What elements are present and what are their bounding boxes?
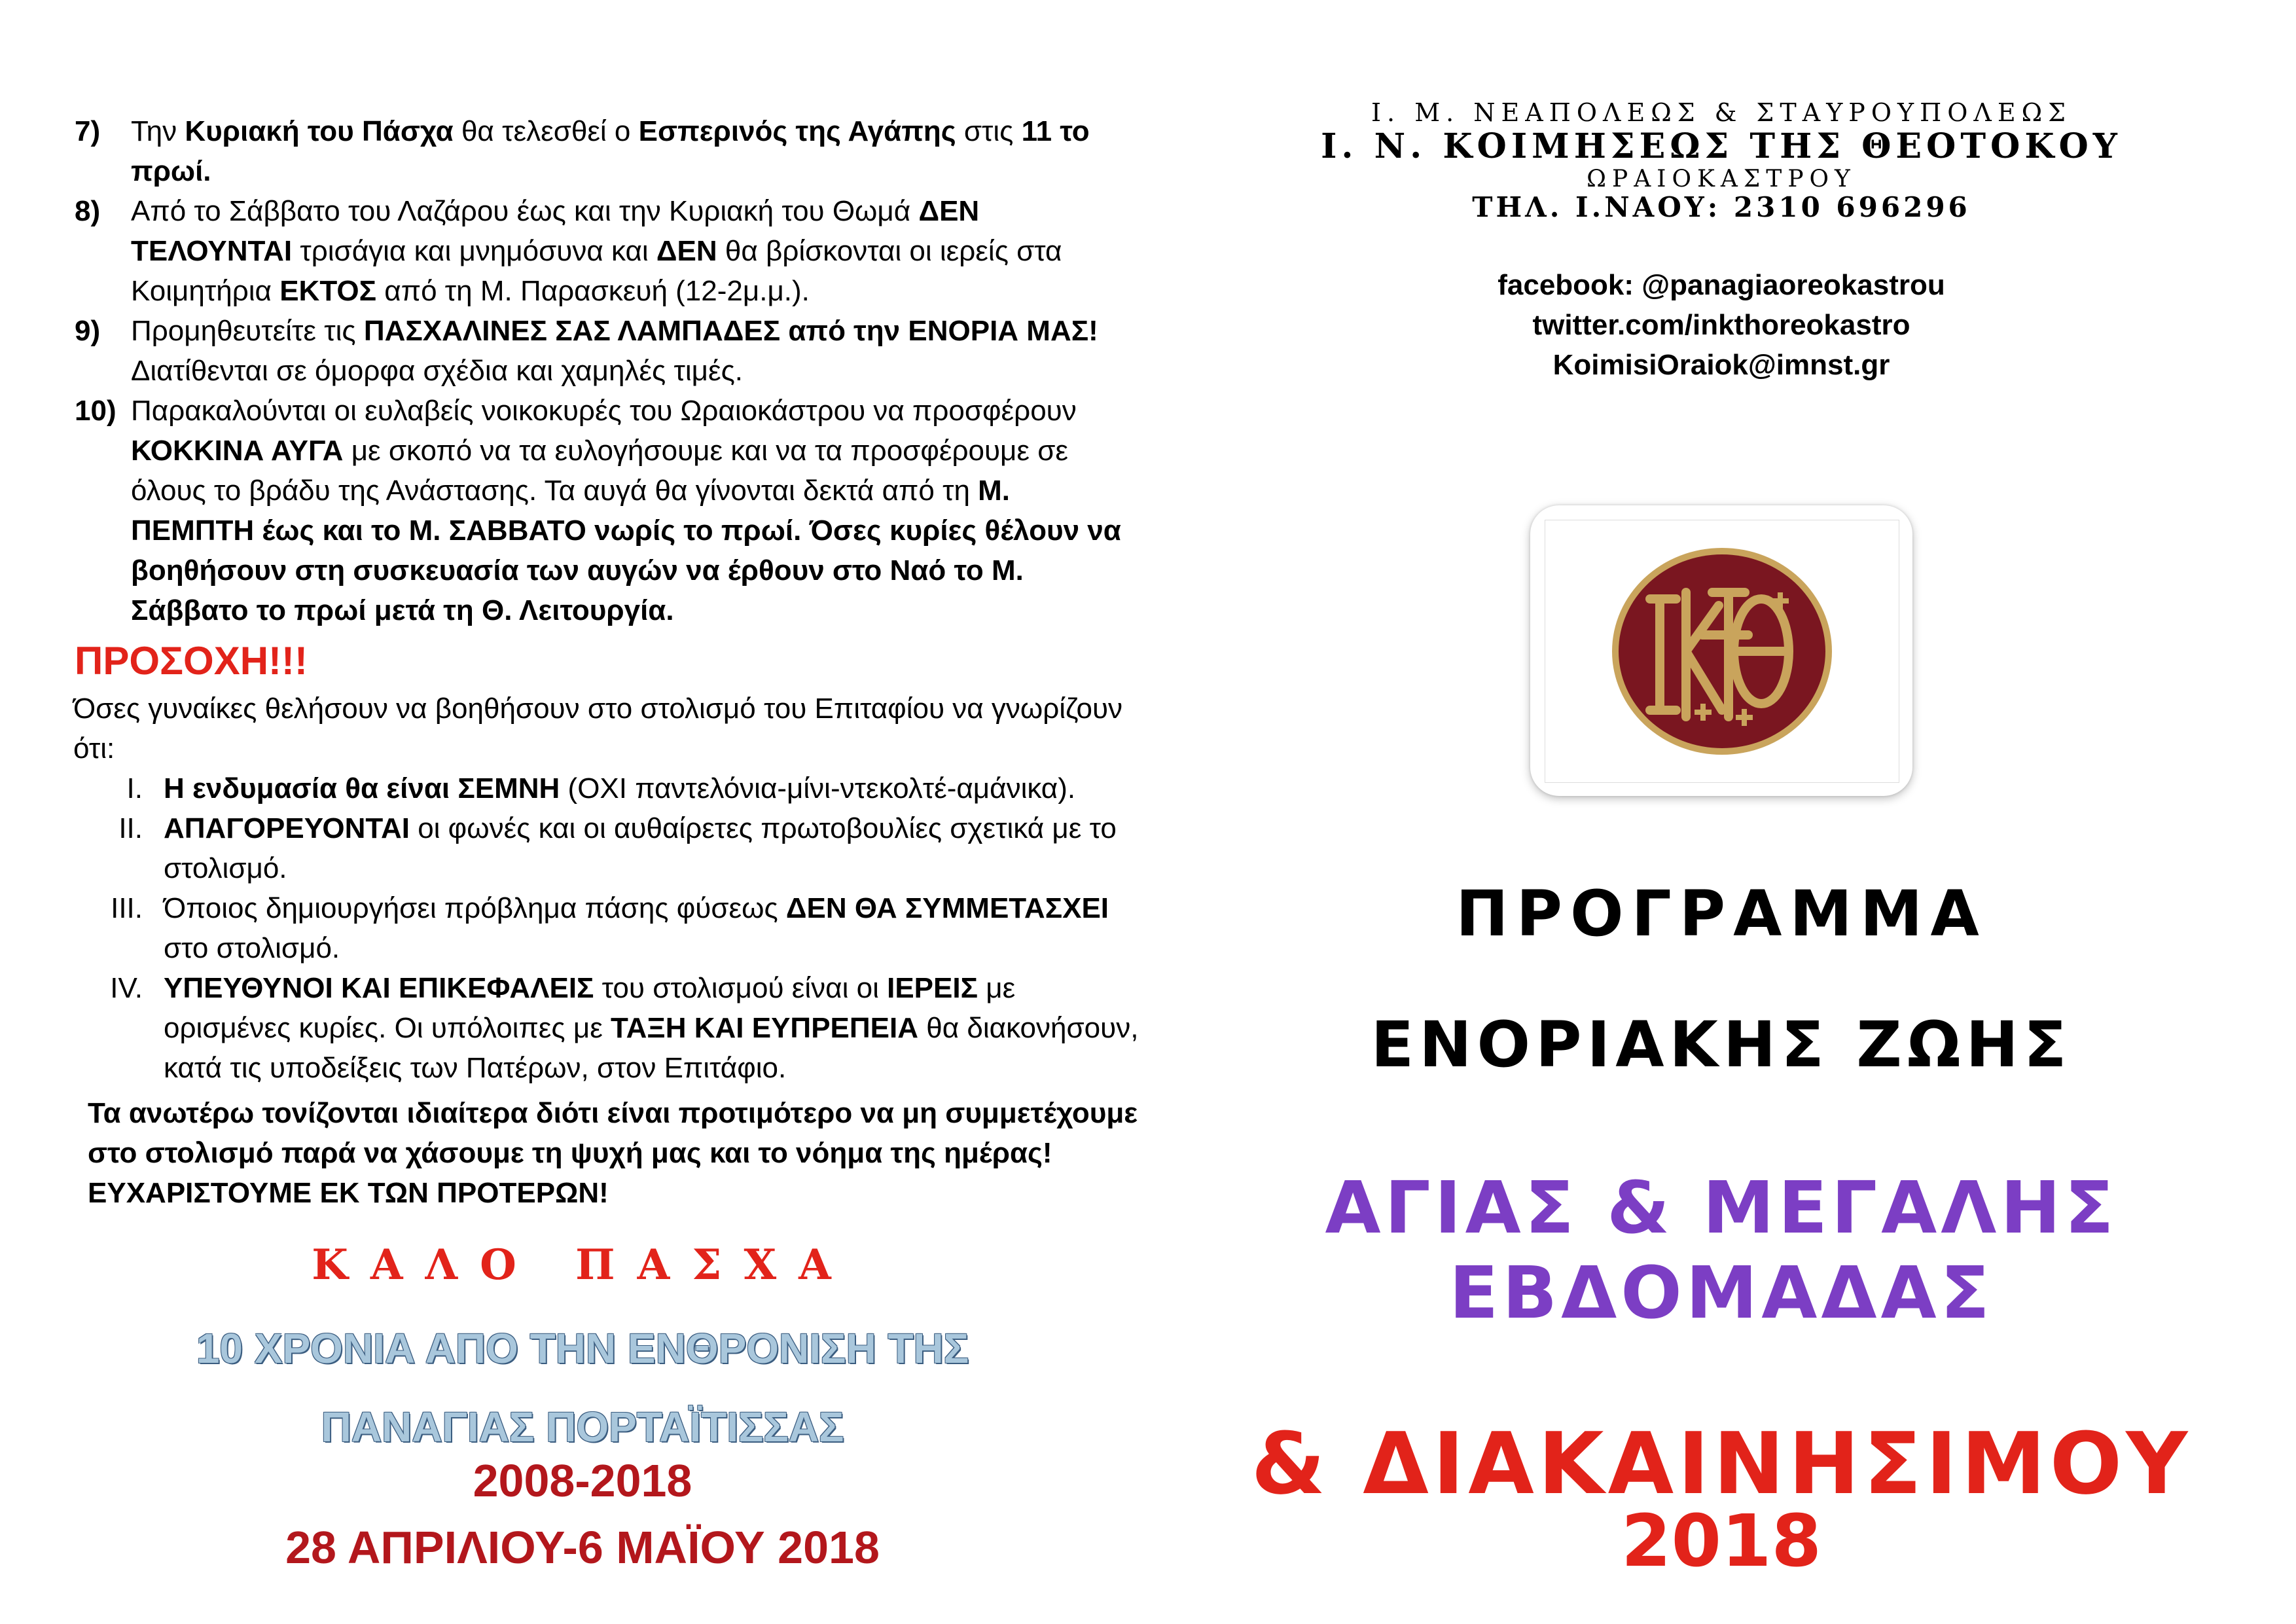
email-link[interactable]: KoimisiOraiok@imnst.gr <box>1552 349 1890 381</box>
text-run: ΑΠΑΓΟΡΕΥΟΝΤΑΙ <box>164 812 410 844</box>
text-run: θα διακονήσουν, κατά τις υποδείξεις των Πατέρων, στον Επιτάφιο. <box>164 1012 1139 1084</box>
title-agias-megalis: ΑΓΙΑΣ & ΜΕΓΑΛΗΣ <box>1325 1166 2118 1250</box>
text-run: Η ενδυμασία θα είναι ΣΕΜΝΗ <box>164 772 560 804</box>
title-enoriakis-zois: ΕΝΟΡΙΑΚΗΣ ΖΩΗΣ <box>1371 1008 2072 1081</box>
text-run: από τη Μ. Παρασκευή (12-2μ.μ.). <box>376 275 810 307</box>
title-year: 2018 <box>1621 1499 1822 1583</box>
text-run: στο στολισμό. <box>164 932 340 964</box>
text-run: ΙΕΡΕΙΣ <box>887 972 978 1004</box>
church-phone: ΤΗΛ. Ι.ΝΑΟΥ: 2310 696296 <box>1472 191 1971 223</box>
metropolis-header: Ι. Μ. ΝΕΑΠΟΛΕΩΣ & ΣΤΑΥΡΟΥΠΟΛΕΩΣ <box>1371 98 2072 127</box>
text-run: θα βρίσκονται οι ιερείς στα Κοιμητήρια <box>131 235 1062 307</box>
notice-item <box>65 311 1139 391</box>
text-run: με σκοπό να τα ευλογήσουμε και να τα προσφέρουμε σε όλους το βράδυ της Ανάστασης. Τα αυγά θα γίνονται δεκτά από τη <box>131 435 1068 507</box>
text-run: στις <box>956 115 1022 147</box>
text-run: ΕΚΤΟΣ <box>279 275 377 307</box>
facebook-link[interactable]: facebook: @panagiaoreokastrou <box>1498 269 1945 301</box>
notice-item <box>65 111 1139 191</box>
text-run: του στολισμού είναι οι <box>594 972 888 1004</box>
closing-text <box>88 1093 1139 1213</box>
rule-number: III. <box>111 892 143 924</box>
text-run: Τα ανωτέρω τονίζονται ιδιαίτερα διότι <box>88 1097 607 1129</box>
text-run: Διατίθενται σε όμορφα σχέδια και χαμηλές τιμές. <box>131 355 744 387</box>
notice-number: 8) <box>75 195 101 227</box>
text-run: ΤΑΞΗ ΚΑΙ ΕΥΠΡΕΠΕΙΑ <box>611 1012 919 1044</box>
church-location: ΩΡΑΙΟΚΑΣΤΡΟΥ <box>1587 166 1856 192</box>
notice-item <box>65 191 1139 311</box>
text-run: ΔΕΝ ΤΕΛΟΥΝΤΑΙ <box>131 195 980 267</box>
text-run: με ορισμένες κυρίες. Οι υπόλοιπες με <box>164 972 1016 1044</box>
rule-item <box>65 768 1139 808</box>
notice-number: 7) <box>75 115 101 147</box>
text-run: Μ. ΠΕΜΠΤΗ έως και το Μ. ΣΑΒΒΑΤΟ νωρίς το πρωί. Όσες κυρίες θέλουν να βοηθήσουν στη συσκευασία των αυγών να έρθουν στο Ναό το Μ. Σάββατο το πρωί μετά τη Θ. Λειτουργία. <box>131 475 1121 626</box>
left-panel <box>65 111 1139 1213</box>
rule-number: II. <box>118 812 143 844</box>
event-dates: 28 ΑΠΡΙΛΙΟΥ-6 ΜΑΪΟΥ 2018 <box>285 1522 880 1573</box>
twitter-link[interactable]: twitter.com/inkthoreokastro <box>1532 309 1910 341</box>
anniversary-text <box>52 1309 1113 1466</box>
text-run: είναι προτιμότερο να μη συμμετέχουμε στο στολισμό παρά να χάσουμε τη ψυχή μας και το νόημα της ημέρας! ΕΥΧΑΡΙΣΤΟΥΜΕ ΕΚ ΤΩΝ ΠΡΟΤΕΡΩΝ! <box>88 1097 1138 1209</box>
church-name: Ι. Ν. ΚΟΙΜΗΣΕΩΣ ΤΗΣ ΘΕΟΤΟΚΟΥ <box>1321 126 2122 166</box>
text-run: θα τελεσθεί ο <box>453 115 639 147</box>
text-run: ΔΕΝ <box>656 235 717 267</box>
text-run: (ΟΧΙ παντελόνια-μίνι-ντεκολτέ-αμάνικα). <box>560 772 1076 804</box>
rule-item <box>65 808 1139 888</box>
text-run: Παρακαλούνται οι ευλαβείς νοικοκυρές του Ωραιοκάστρου να προσφέρουν <box>131 395 1077 427</box>
anniversary-line-2: ΠΑΝΑΓΙΑΣ ΠΟΡΤΑΪΤΙΣΣΑΣ <box>321 1403 844 1451</box>
warning-intro: Όσες γυναίκες θελήσουν να βοηθήσουν στο στολισμό του Επιταφίου να γνωρίζουν ότι: <box>73 693 1123 765</box>
title-diakainisimou: & ΔΙΑΚΑΙΝΗΣΙΜΟΥ <box>1251 1414 2192 1513</box>
text-run: τρισάγια και μνημόσυνα και <box>292 235 656 267</box>
logo-frame <box>1530 505 1912 796</box>
text-run: ΚΟΚΚΙΝΑ ΑΥΓΑ <box>131 435 344 467</box>
rules-list <box>65 768 1139 1088</box>
text-run: ΔΕΝ ΘΑ ΣΥΜΜΕΤΑΣΧΕΙ <box>785 892 1109 924</box>
church-seal-icon <box>1545 520 1899 782</box>
title-programma: ΠΡΟΓΡΑΜΜΑ <box>1456 877 1987 950</box>
text-run: Εσπερινός της Αγάπης <box>638 115 956 147</box>
text-run: Κυριακή του Πάσχα <box>185 115 454 147</box>
text-run: ΠΑΣΧΑΛΙΝΕΣ ΣΑΣ ΛΑΜΠΑΔΕΣ από την ΕΝΟΡΙΑ ΜΑΣ! <box>363 315 1098 347</box>
rule-number: I. <box>126 772 143 804</box>
text-run: ΥΠΕΥΘΥΝΟΙ ΚΑΙ ΕΠΙΚΕΦΑΛΕΙΣ <box>164 972 594 1004</box>
notice-number: 9) <box>75 315 101 347</box>
title-evdomadas: ΕΒΔΟΜΑΔΑΣ <box>1449 1251 1994 1335</box>
rule-item <box>65 968 1139 1088</box>
notice-list <box>65 111 1139 630</box>
rule-number: IV. <box>110 972 143 1004</box>
kalo-pasxa: ΚΑΛΟ ΠΑΣΧΑ <box>312 1240 853 1290</box>
warning-heading: ΠΡΟΣΟΧΗ!!! <box>75 639 308 683</box>
text-run: οι φωνές και οι αυθαίρετες πρωτοβουλίες σχετικά με το στολισμό. <box>164 812 1117 884</box>
anniversary-line-1: 10 ΧΡΟΝΙΑ ΑΠΟ ΤΗΝ ΕΝΘΡΟΝΙΣΗ ΤΗΣ <box>196 1325 969 1372</box>
rule-item <box>65 888 1139 968</box>
notice-item <box>65 391 1139 630</box>
text-run: Προμηθευτείτε τις <box>131 315 364 347</box>
text-run: Από το Σάββατο του Λαζάρου έως και την Κυριακή του Θωμά <box>131 195 919 227</box>
text-run: Όποιος δημιουργήσει πρόβλημα πάσης φύσεως <box>164 892 786 924</box>
logo-inner-frame <box>1545 520 1899 783</box>
text-run: 11 το πρωί. <box>131 115 1090 187</box>
title-holy-week <box>1217 1165 2225 1335</box>
anniversary-years: 2008-2018 <box>473 1455 692 1506</box>
notice-number: 10) <box>75 395 117 427</box>
text-run: Την <box>131 115 185 147</box>
contact-block <box>1217 265 2225 385</box>
